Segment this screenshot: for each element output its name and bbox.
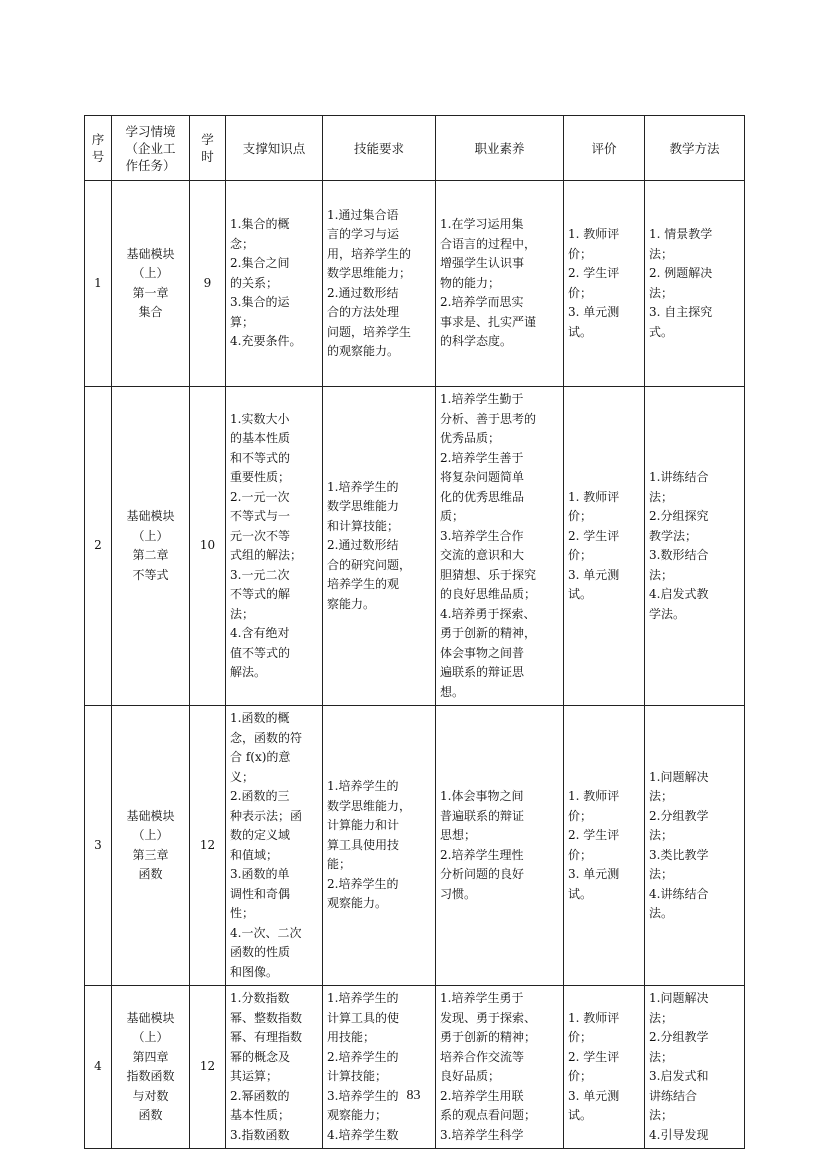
cell-skills	[323, 706, 436, 986]
cell-line: 培养学生的观	[327, 577, 400, 592]
cell-line: 2.通过数形结	[327, 538, 399, 553]
cell-line: 3.指数函数	[230, 1127, 290, 1142]
cell-line: 算；	[230, 314, 255, 329]
cell-line: 价；	[568, 246, 593, 261]
cell-line: 第一章	[132, 285, 169, 300]
cell-line: 3.函数的单	[230, 867, 290, 881]
cell-line: 评价	[591, 140, 617, 156]
cell-line: 讲练结合	[649, 1088, 698, 1103]
cell-methods	[645, 706, 745, 986]
cell-line: 勇于创新的精神，	[440, 626, 537, 640]
cell-line: 物的能力；	[440, 275, 501, 290]
cell-line: 习惯。	[440, 886, 477, 901]
cell-line: 化的优秀思维品	[440, 489, 525, 504]
cell-line: 分析、善于思考的	[440, 411, 537, 426]
header-skills	[323, 116, 436, 181]
table-row	[85, 706, 745, 986]
cell-line: 2.集合之间	[230, 256, 290, 271]
cell-hours: 9	[190, 181, 226, 387]
cell-line: 学	[201, 132, 214, 147]
cell-line: 2.通过数形结	[327, 285, 399, 300]
table-row	[85, 986, 745, 1149]
cell-no: 4	[85, 986, 112, 1149]
cell-line: 法；	[649, 285, 674, 300]
cell-line: 培养合作交流等	[440, 1049, 525, 1064]
cell-methods	[645, 986, 745, 1149]
cell-situation	[112, 387, 190, 706]
curriculum-table-wrapper	[84, 115, 744, 1149]
cell-line: 2.分组教学	[649, 808, 709, 823]
cell-methods	[645, 181, 745, 387]
cell-line: 和计算技能；	[327, 518, 400, 533]
cell-situation	[112, 986, 190, 1149]
cell-line: 第二章	[132, 548, 169, 562]
cell-line: 3.类比教学	[649, 847, 709, 862]
cell-line: 的基本性质	[230, 431, 291, 445]
cell-line: 1. 教师评	[568, 227, 620, 241]
cell-line: 2.培养学生善于	[440, 450, 524, 465]
cell-line: 和图像。	[230, 964, 279, 979]
cell-line: 计算能力和计	[327, 818, 400, 833]
cell-line: （企业工	[125, 140, 176, 156]
cell-line: 基础模块	[126, 1010, 175, 1025]
cell-line: 4.充要条件。	[230, 334, 302, 349]
table-row	[85, 181, 745, 387]
cell-line: 3.培养学生科学	[440, 1127, 524, 1142]
cell-line: 4.含有绝对	[230, 626, 290, 640]
cell-line: 1.集合的概	[230, 217, 290, 232]
cell-line: 幂、整数指数	[230, 1010, 303, 1025]
cell-line: 胆猜想、乐于探究	[440, 567, 537, 582]
cell-line: 1.在学习运用集	[440, 217, 524, 232]
cell-no: 1	[85, 181, 112, 387]
cell-line: 学法。	[649, 606, 686, 621]
cell-line: 价；	[568, 1030, 593, 1044]
cell-line: 发现、勇于探索、	[440, 1010, 537, 1025]
cell-line: 1. 教师评	[568, 789, 620, 803]
cell-line: 2.培养学生的	[327, 876, 399, 891]
cell-line: 的良好思维品质；	[440, 587, 537, 601]
header-situation	[112, 116, 190, 181]
cell-line: 3. 单元测	[568, 867, 620, 881]
cell-knowledge	[226, 986, 323, 1149]
cell-line: 式组的解法；	[230, 548, 303, 562]
cell-line: 2.培养学生理性	[440, 847, 524, 862]
cell-line: 和不等式的	[230, 450, 291, 465]
cell-hours: 10	[190, 387, 226, 706]
cell-line: 数学思维能力；	[327, 266, 412, 280]
cell-line: 数的定义域	[230, 828, 291, 842]
cell-evaluation	[564, 387, 645, 706]
cell-line: 法；	[649, 867, 674, 881]
cell-line: 1.函数的概	[230, 711, 290, 725]
cell-evaluation	[564, 986, 645, 1149]
cell-line: 价；	[568, 808, 593, 823]
table-row	[85, 387, 745, 706]
cell-line: 1.培养学生勇于	[440, 991, 524, 1005]
cell-line: 2. 学生评	[568, 528, 620, 543]
cell-line: 序	[91, 132, 105, 147]
cell-line: 2.分组探究	[649, 509, 709, 523]
cell-line: 法；	[649, 1010, 674, 1025]
cell-knowledge	[226, 706, 323, 986]
cell-situation	[112, 181, 190, 387]
cell-line: 基础模块	[126, 246, 175, 261]
cell-line: （上）	[132, 1030, 169, 1044]
page-number: 83	[406, 1088, 421, 1103]
curriculum-table	[84, 115, 745, 1149]
cell-line: 基础模块	[126, 808, 175, 823]
cell-line: 法；	[649, 1049, 674, 1064]
cell-line: 观察能力；	[327, 1108, 388, 1122]
cell-line: 试。	[568, 1108, 593, 1122]
cell-line: 2.培养学而思实	[440, 295, 524, 310]
cell-line: 念；	[230, 236, 255, 251]
cell-line: 合的方法处理	[327, 305, 400, 319]
cell-line: 3.培养学生合作	[440, 528, 524, 543]
cell-line: 学习情境	[125, 123, 176, 139]
cell-line: 的观察能力。	[327, 344, 400, 358]
cell-line: 3. 单元测	[568, 305, 620, 319]
cell-line: 用，培养学生的	[327, 246, 412, 261]
cell-line: 1.讲练结合	[649, 470, 709, 484]
cell-line: 1.培养学生的	[327, 479, 399, 494]
cell-line: 事求是、扎实严谨	[440, 314, 537, 329]
cell-line: 式。	[649, 324, 674, 339]
cell-line: 教学方法	[669, 140, 720, 156]
cell-line: 试。	[568, 886, 593, 901]
cell-line: 3.数形结合	[649, 548, 709, 562]
cell-line: 数学思维能力	[327, 499, 400, 514]
cell-knowledge	[226, 181, 323, 387]
cell-line: 计算技能；	[327, 1069, 388, 1083]
cell-line: 基本性质；	[230, 1108, 291, 1122]
cell-line: 性；	[230, 906, 255, 920]
cell-line: 4.培养学生数	[327, 1127, 399, 1142]
cell-line: 价；	[568, 847, 593, 862]
cell-line: 4.培养勇于探索、	[440, 606, 536, 621]
cell-line: 支撑知识点	[242, 140, 306, 156]
cell-line: 技能要求	[353, 140, 404, 156]
cell-line: 念，函数的符	[230, 730, 303, 745]
cell-line: 1.培养学生的	[327, 779, 399, 794]
table-header-row	[85, 116, 745, 181]
cell-line: 价；	[568, 285, 593, 300]
cell-line: 法；	[649, 567, 674, 582]
cell-line: 4.一次、二次	[230, 925, 302, 940]
cell-skills	[323, 986, 436, 1149]
cell-line: 函数	[138, 1108, 163, 1122]
cell-line: 2.幂函数的	[230, 1088, 290, 1103]
cell-no: 2	[85, 387, 112, 706]
cell-line: 3. 单元测	[568, 567, 620, 582]
cell-line: 法；	[649, 789, 674, 803]
cell-line: （上）	[132, 828, 169, 842]
cell-line: 计算工具的使	[327, 1010, 400, 1025]
cell-line: 值不等式的	[230, 645, 291, 660]
cell-line: 基础模块	[126, 509, 175, 523]
cell-line: 3.培养学生的	[327, 1088, 399, 1103]
cell-line: 法；	[230, 606, 255, 621]
cell-line: 1.培养学生的	[327, 991, 399, 1005]
cell-literacy	[436, 706, 564, 986]
header-knowledge	[226, 116, 323, 181]
cell-line: 将复杂问题简单	[440, 470, 525, 484]
cell-line: 观察能力。	[327, 896, 388, 911]
cell-line: 法；	[649, 1108, 674, 1122]
cell-line: 的关系；	[230, 275, 279, 290]
cell-line: 问题，培养学生	[327, 324, 412, 339]
header-literacy	[436, 116, 564, 181]
cell-line: 2. 例题解决	[649, 266, 713, 280]
cell-line: 1. 情景教学	[649, 227, 713, 241]
cell-line: 3.集合的运	[230, 295, 290, 310]
cell-line: 合 f(x)的意	[230, 750, 291, 764]
header-evaluation	[564, 116, 645, 181]
cell-skills	[323, 387, 436, 706]
cell-line: 察能力。	[327, 596, 376, 611]
cell-line: 合语言的过程中，	[440, 236, 537, 251]
cell-line: 函数	[138, 867, 163, 881]
cell-line: 和值域；	[230, 847, 279, 862]
cell-line: 集合	[138, 305, 163, 319]
cell-line: 2.培养学生用联	[440, 1088, 524, 1103]
cell-line: 价；	[568, 509, 593, 523]
cell-line: 2. 学生评	[568, 266, 620, 280]
cell-line: 的科学态度。	[440, 334, 513, 349]
cell-line: 种表示法；函	[230, 808, 303, 823]
cell-line: 优秀品质；	[440, 431, 501, 445]
cell-line: 幂、有理指数	[230, 1030, 303, 1044]
cell-line: 1.通过集合语	[327, 207, 399, 222]
cell-methods	[645, 387, 745, 706]
cell-line: 合的研究问题，	[327, 557, 412, 572]
cell-line: 教学法；	[649, 528, 698, 543]
table-body	[85, 181, 745, 1149]
cell-line: 法；	[649, 828, 674, 842]
cell-line: 勇于创新的精神；	[440, 1030, 537, 1044]
cell-line: 试。	[568, 324, 593, 339]
cell-line: 法；	[649, 489, 674, 504]
cell-line: 与对数	[132, 1088, 169, 1103]
cell-line: 幂的概念及	[230, 1049, 291, 1064]
cell-literacy	[436, 986, 564, 1149]
cell-evaluation	[564, 706, 645, 986]
cell-line: 1.体会事物之间	[440, 789, 524, 803]
cell-line: 不等式的解	[230, 587, 291, 601]
cell-line: 系的观点看问题；	[440, 1108, 537, 1122]
header-no	[85, 116, 112, 181]
cell-line: 法；	[649, 246, 674, 261]
cell-line: 重要性质；	[230, 470, 291, 484]
cell-line: 4.讲练结合	[649, 886, 709, 901]
cell-line: 4.引导发现	[649, 1127, 709, 1142]
cell-line: 试。	[568, 587, 593, 601]
cell-line: 1.培养学生勤于	[440, 392, 524, 406]
cell-line: 时	[201, 149, 214, 164]
cell-line: 1.问题解决	[649, 991, 709, 1005]
cell-line: 良好品质；	[440, 1069, 501, 1083]
cell-line: 解法。	[230, 665, 267, 679]
cell-knowledge	[226, 387, 323, 706]
cell-line: 价；	[568, 1069, 593, 1083]
cell-line: 1.问题解决	[649, 769, 709, 784]
cell-line: 价；	[568, 548, 593, 562]
cell-line: 质；	[440, 509, 465, 523]
cell-line: 2.一元一次	[230, 489, 290, 504]
cell-evaluation	[564, 181, 645, 387]
cell-literacy	[436, 387, 564, 706]
cell-line: 1. 教师评	[568, 489, 620, 504]
cell-line: 1.分数指数	[230, 991, 290, 1005]
cell-line: 算工具使用技	[327, 837, 400, 852]
cell-line: 第三章	[132, 847, 169, 862]
cell-line: 用技能；	[327, 1030, 376, 1044]
cell-line: 不等式与一	[230, 509, 291, 523]
cell-line: 思想；	[440, 828, 477, 842]
cell-line: 普遍联系的辩证	[440, 808, 525, 823]
cell-line: 2. 学生评	[568, 1049, 620, 1064]
header-methods	[645, 116, 745, 181]
cell-line: （上）	[132, 266, 169, 280]
cell-line: 4.启发式教	[649, 587, 709, 601]
cell-line: 交流的意识和大	[440, 548, 525, 562]
cell-line: 职业素养	[474, 140, 525, 156]
cell-line: 2.函数的三	[230, 789, 290, 803]
cell-line: 增强学生认识事	[440, 256, 525, 271]
cell-line: 分析问题的良好	[440, 867, 525, 881]
cell-line: 不等式	[132, 567, 169, 582]
cell-line: 1.实数大小	[230, 411, 290, 426]
cell-no: 3	[85, 706, 112, 986]
cell-line: 3.启发式和	[649, 1069, 709, 1083]
cell-line: 遍联系的辩证思	[440, 665, 525, 679]
cell-line: 2.培养学生的	[327, 1049, 399, 1064]
cell-line: 调性和奇偶	[230, 886, 291, 901]
cell-line: 3. 单元测	[568, 1088, 620, 1103]
cell-line: 言的学习与运	[327, 227, 400, 241]
cell-line: 义；	[230, 769, 255, 784]
cell-line: （上）	[132, 528, 169, 543]
cell-line: 元一次不等	[230, 528, 291, 543]
cell-hours: 12	[190, 706, 226, 986]
cell-line: 函数的性质	[230, 945, 291, 959]
cell-situation	[112, 706, 190, 986]
cell-literacy	[436, 181, 564, 387]
cell-line: 想。	[440, 684, 465, 699]
cell-line: 2.分组教学	[649, 1030, 709, 1044]
cell-line: 作任务）	[125, 157, 176, 173]
cell-hours: 12	[190, 986, 226, 1149]
cell-line: 3.一元二次	[230, 567, 290, 582]
cell-line: 号	[91, 149, 105, 164]
cell-line: 法。	[649, 906, 674, 920]
cell-line: 第四章	[132, 1049, 169, 1064]
cell-line: 2. 学生评	[568, 828, 620, 842]
header-hours	[190, 116, 226, 181]
cell-line: 体会事物之间普	[440, 645, 525, 660]
cell-line: 指数函数	[126, 1069, 175, 1083]
cell-line: 3. 自主探究	[649, 305, 713, 319]
cell-skills	[323, 181, 436, 387]
cell-line: 1. 教师评	[568, 1010, 620, 1025]
cell-line: 能；	[327, 857, 352, 872]
cell-line: 数学思维能力，	[327, 798, 412, 813]
cell-line: 其运算；	[230, 1069, 279, 1083]
